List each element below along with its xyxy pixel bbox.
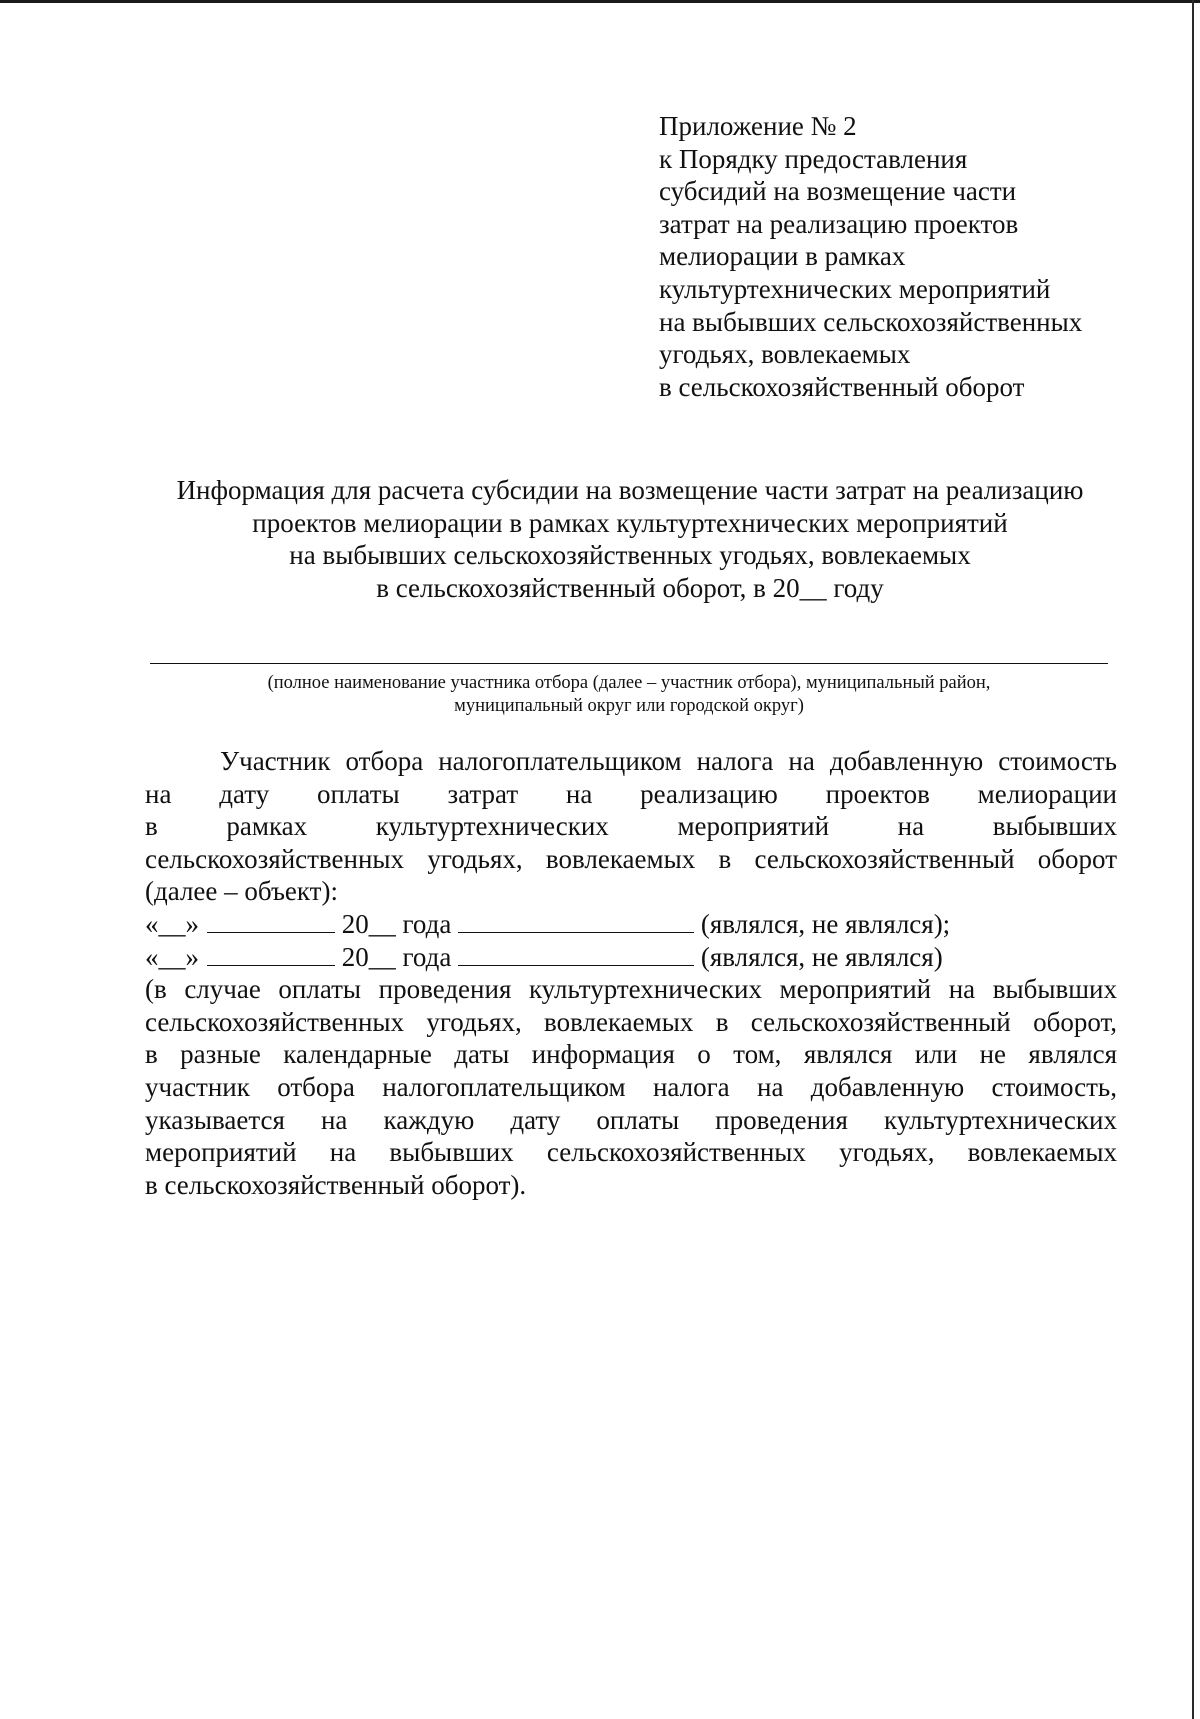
vat-status-blank[interactable] (458, 910, 694, 933)
date-day-quote: «__» (145, 908, 199, 939)
vat-status-options: (являлся, не являлся) (700, 941, 943, 972)
date-row (145, 908, 1117, 941)
appendix-line: к Порядку предоставления (659, 143, 968, 174)
appendix-line: культуртехнических мероприятий (659, 273, 1051, 304)
date-year-label: 20__ года (341, 908, 452, 939)
participant-name-field-line[interactable] (150, 663, 1108, 664)
participant-name-caption (150, 672, 1108, 718)
paragraph-line: сельскохозяйственных угодьях, вовлекаемых в сельскохозяйственный оборот (145, 843, 1117, 874)
paragraph-line: (далее – объект): (145, 876, 338, 907)
note-line: сельскохозяйственных угодьях, вовлекаемых в сельскохозяйственный оборот, (145, 1006, 1117, 1037)
document-title (130, 474, 1130, 604)
title-line: в сельскохозяйственный оборот, в 20__ году (376, 572, 884, 603)
date-row (145, 941, 1117, 974)
date-day-quote: «__» (145, 941, 199, 972)
date-month-blank[interactable] (207, 910, 335, 933)
date-month-blank[interactable] (207, 943, 335, 966)
paragraph-line: на дату оплаты затрат на реализацию проектов мелиорации (145, 778, 1117, 809)
note-line: в разные календарные даты информация о том, являлся или не являлся (145, 1039, 1117, 1070)
appendix-line: в сельскохозяйственный оборот (659, 371, 1025, 402)
scan-edge-right (1192, 0, 1194, 1719)
title-line: проектов мелиорации в рамках культуртехнических мероприятий (252, 507, 1008, 538)
caption-line: муниципальный округ или городской округ) (454, 696, 804, 716)
appendix-line: на выбывших сельскохозяйственных (659, 306, 1083, 337)
scan-edge-top (0, 0, 1200, 3)
appendix-line: мелиорации в рамках (659, 241, 906, 272)
title-line: Информация для расчета субсидии на возмещение части затрат на реализацию (176, 475, 1084, 505)
appendix-header (659, 110, 1129, 403)
appendix-line: затрат на реализацию проектов (659, 208, 1019, 239)
paragraph-line: в рамках культуртехнических мероприятий на выбывших (145, 811, 1117, 842)
appendix-line: Приложение № 2 (659, 111, 857, 141)
date-year-label: 20__ года (341, 941, 452, 972)
note-line: в сельскохозяйственный оборот). (145, 1169, 527, 1200)
appendix-line: угодьях, вовлекаемых (659, 339, 911, 370)
vat-status-blank[interactable] (458, 943, 694, 966)
note-line: указывается на каждую дату оплаты проведения культуртехнических (145, 1104, 1117, 1135)
note-line: участник отбора налогоплательщиком налога на добавленную стоимость, (145, 1071, 1117, 1102)
appendix-line: субсидий на возмещение части (659, 176, 1017, 207)
vat-status-options: (являлся, не являлся); (700, 908, 951, 939)
title-line: на выбывших сельскохозяйственных угодьях, вовлекаемых (289, 540, 971, 571)
note-line: (в случае оплаты проведения культуртехнических мероприятий на выбывших (145, 974, 1117, 1005)
note-line: мероприятий на выбывших сельскохозяйственных угодьях, вовлекаемых (145, 1137, 1117, 1168)
caption-line: (полное наименование участника отбора (далее – участник отбора), муниципальный район, (267, 673, 991, 693)
paragraph-line: Участник отбора налогоплательщиком налога на добавленную стоимость (220, 746, 1117, 776)
document-body (145, 745, 1117, 1201)
